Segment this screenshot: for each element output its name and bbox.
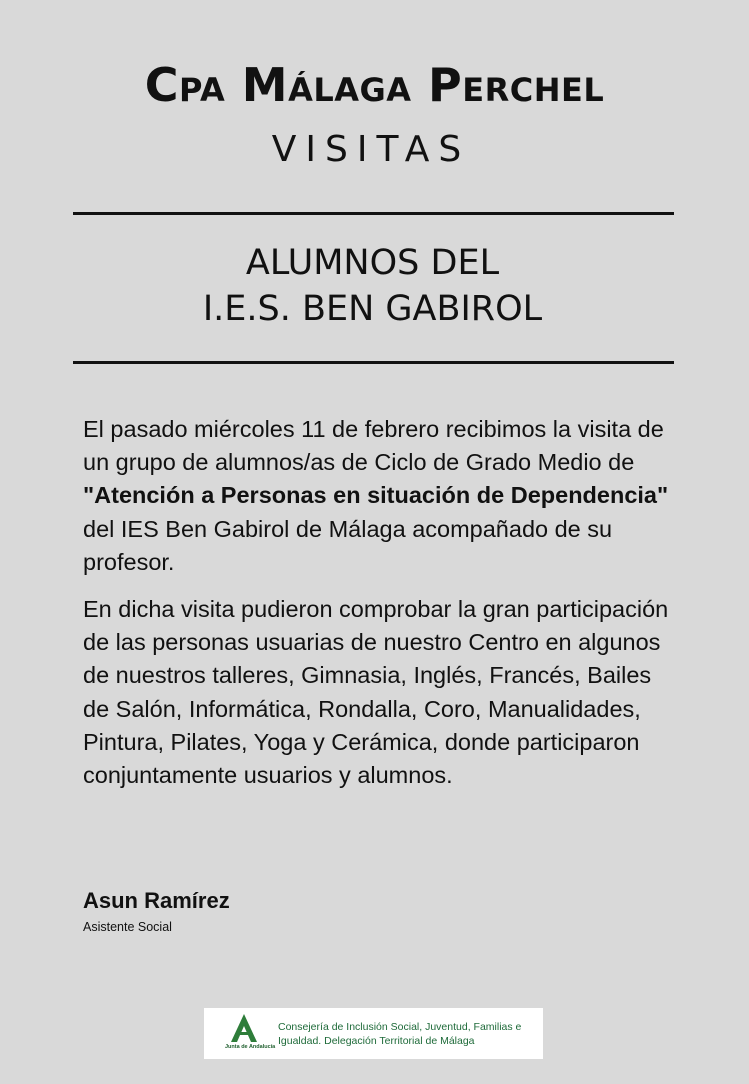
bottom-divider [73,361,674,364]
junta-andalucia-logo-icon [204,1008,278,1059]
article-body [83,413,673,806]
top-divider [73,212,674,215]
emblem-caption: Junta de Andalucía [225,1044,276,1050]
junta-emblem-a-icon [231,1014,257,1042]
page-title: Cpa Málaga Perchel [144,58,605,112]
footer-logo-banner [204,1008,543,1059]
p1-closing-text: del IES Ben Gabirol de Málaga acompañado de su profesor. [83,515,613,575]
footer-line-2: Igualdad. Delegación Territorial de Málaga [278,1034,475,1047]
footer-department-text [278,1020,540,1048]
p1-course-name: "Atención a Personas en situación de Dependencia" [83,482,669,509]
article-paragraph-2: En dicha visita pudieron comprobar la gran participación de las personas usuarias de nuestro Centro en algunos de nuestros talleres, Gimnasia, Inglés, Francés, Bailes de Salón, Informática, Rondalla, Coro, Manualidades, Pintura, Pilates, Yoga y Cerámica, donde participaron conjuntamente usuarios y alumnos. [83,596,669,789]
page-subtitle: VISITAS [271,129,471,170]
signature-name: Asun Ramírez [83,888,230,913]
headline-line-2: I.E.S. BEN GABIROL [202,289,543,329]
footer-line-1: Consejería de Inclusión Social, Juventud, Familias e [278,1020,522,1033]
article-headline [0,240,745,332]
signature-role: Asistente Social [83,920,172,934]
headline-line-1: ALUMNOS DEL [245,243,500,283]
p1-intro-text: El pasado miércoles 11 de febrero recibimos la visita de un grupo de alumnos/as de Ciclo de Grado Medio de [83,416,664,476]
article-paragraph-1 [83,413,673,579]
